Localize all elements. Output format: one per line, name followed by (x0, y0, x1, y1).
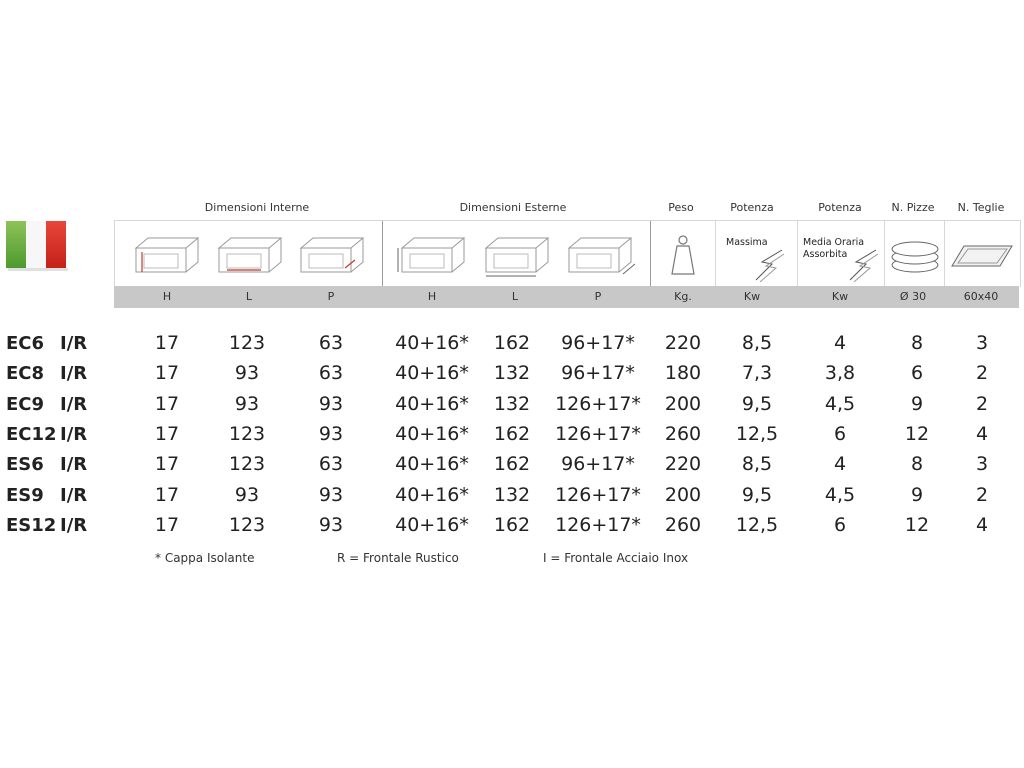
table-cell: 9,5 (741, 393, 773, 415)
icon-label-massima: Massima (726, 237, 768, 248)
model-suffix: I/R (60, 454, 88, 475)
model-code: ES12 (6, 515, 57, 536)
header-dimensioni-esterne: Dimensioni Esterne (459, 201, 567, 214)
table-cell: 126+17* (555, 393, 641, 415)
table-cell: 4 (975, 423, 989, 445)
model-code: EC8 (6, 363, 45, 384)
model-code: EC12 (6, 424, 57, 445)
table-cell: 260 (664, 514, 702, 536)
model-suffix: I/R (60, 394, 88, 415)
table-cell: 93 (234, 484, 260, 506)
table-cell: 63 (318, 332, 344, 354)
table-cell: 8 (910, 332, 924, 354)
table-cell: 93 (318, 423, 344, 445)
table-cell: 17 (154, 393, 180, 415)
icon-label-media-oraria: Media Oraria (803, 237, 865, 248)
table-cell: 123 (228, 423, 266, 445)
note-frontale-inox: I = Frontale Acciaio Inox (543, 551, 689, 565)
table-cell: 4 (833, 332, 847, 354)
header-potenza-media: Potenza (818, 201, 862, 214)
table-cell: 40+16* (395, 393, 469, 415)
icon-label-assorbita: Assorbita (803, 249, 848, 260)
separator (884, 221, 885, 286)
table-cell: 4 (833, 453, 847, 475)
table-cell: 9 (910, 393, 924, 415)
unit-kw-media: Kw (831, 290, 849, 303)
separator (944, 221, 945, 286)
unit-l-esterne: L (511, 290, 519, 303)
header-n-teglie: N. Teglie (957, 201, 1005, 214)
separator (650, 221, 651, 286)
table-cell: 63 (318, 453, 344, 475)
table-cell: 3 (975, 332, 989, 354)
table-cell: 6 (910, 362, 924, 384)
unit-p-interne: P (327, 290, 335, 303)
table-cell: 17 (154, 332, 180, 354)
header-potenza-massima: Potenza (730, 201, 774, 214)
model-name (6, 515, 88, 536)
note-cappa-isolante: * Cappa Isolante (155, 551, 255, 565)
lightning-icon (752, 248, 788, 313)
table-cell: 8 (910, 453, 924, 475)
table-cell: 6 (833, 423, 847, 445)
table-cell: 17 (154, 362, 180, 384)
table-cell: 9 (910, 484, 924, 506)
model-code: ES6 (6, 454, 44, 475)
model-name (6, 454, 88, 475)
model-suffix: I/R (60, 424, 88, 445)
model-code: EC6 (6, 333, 45, 354)
table-cell: 123 (228, 453, 266, 475)
table-cell: 12,5 (735, 423, 779, 445)
unit-kg: Kg. (674, 290, 692, 303)
table-cell: 40+16* (395, 362, 469, 384)
table-cell: 93 (318, 514, 344, 536)
table-cell: 123 (228, 514, 266, 536)
table-cell: 96+17* (561, 332, 635, 354)
table-cell: 8,5 (741, 332, 773, 354)
table-cell: 96+17* (561, 453, 635, 475)
table-cell: 40+16* (395, 423, 469, 445)
model-suffix: I/R (60, 363, 88, 384)
table-cell: 6 (833, 514, 847, 536)
table-cell: 132 (493, 484, 531, 506)
unit-h-interne: H (162, 290, 172, 303)
model-name (6, 485, 88, 506)
table-cell: 180 (664, 362, 702, 384)
table-cell: 220 (664, 332, 702, 354)
table-cell: 200 (664, 484, 702, 506)
table-cell: 96+17* (561, 362, 635, 384)
table-cell: 8,5 (741, 453, 773, 475)
table-cell: 93 (318, 393, 344, 415)
table-cell: 162 (493, 453, 531, 475)
separator (382, 221, 383, 286)
model-name (6, 424, 88, 445)
table-cell: 220 (664, 453, 702, 475)
table-cell: 17 (154, 514, 180, 536)
table-cell: 2 (975, 484, 989, 506)
table-cell: 200 (664, 393, 702, 415)
model-suffix: I/R (60, 515, 88, 536)
model-code: EC9 (6, 394, 45, 415)
table-cell: 2 (975, 393, 989, 415)
table-cell: 4,5 (824, 393, 856, 415)
table-cell: 132 (493, 362, 531, 384)
table-cell: 40+16* (395, 484, 469, 506)
table-cell: 9,5 (741, 484, 773, 506)
separator (715, 221, 716, 286)
table-cell: 123 (228, 332, 266, 354)
table-cell: 40+16* (395, 514, 469, 536)
header-peso: Peso (668, 201, 694, 214)
table-cell: 260 (664, 423, 702, 445)
unit-tray-size: 60x40 (963, 290, 999, 303)
table-cell: 2 (975, 362, 989, 384)
unit-kw-massima: Kw (743, 290, 761, 303)
unit-l-interne: L (245, 290, 253, 303)
model-code: ES9 (6, 485, 44, 506)
table-cell: 40+16* (395, 332, 469, 354)
header-dimensioni-interne: Dimensioni Interne (204, 201, 310, 214)
table-cell: 4 (975, 514, 989, 536)
unit-pizza-diameter: Ø 30 (899, 290, 927, 303)
table-cell: 17 (154, 484, 180, 506)
table-cell: 40+16* (395, 453, 469, 475)
lightning-icon (846, 248, 882, 313)
table-cell: 126+17* (555, 423, 641, 445)
table-cell: 3 (975, 453, 989, 475)
table-cell: 12 (904, 514, 930, 536)
table-cell: 162 (493, 332, 531, 354)
model-suffix: I/R (60, 333, 88, 354)
note-frontale-rustico: R = Frontale Rustico (337, 551, 459, 565)
model-name (6, 394, 88, 415)
table-cell: 12,5 (735, 514, 779, 536)
model-name (6, 333, 88, 354)
table-cell: 126+17* (555, 484, 641, 506)
table-cell: 3,8 (824, 362, 856, 384)
separator (797, 221, 798, 286)
model-name (6, 363, 88, 384)
table-cell: 126+17* (555, 514, 641, 536)
unit-h-esterne: H (427, 290, 437, 303)
italy-flag-icon (6, 221, 66, 268)
table-cell: 12 (904, 423, 930, 445)
table-cell: 17 (154, 453, 180, 475)
table-cell: 132 (493, 393, 531, 415)
table-cell: 7,3 (741, 362, 773, 384)
table-cell: 93 (234, 362, 260, 384)
table-cell: 93 (234, 393, 260, 415)
table-cell: 17 (154, 423, 180, 445)
model-suffix: I/R (60, 485, 88, 506)
header-n-pizze: N. Pizze (891, 201, 935, 214)
table-cell: 162 (493, 514, 531, 536)
table-cell: 63 (318, 362, 344, 384)
table-cell: 4,5 (824, 484, 856, 506)
table-cell: 93 (318, 484, 344, 506)
table-cell: 162 (493, 423, 531, 445)
unit-p-esterne: P (594, 290, 602, 303)
